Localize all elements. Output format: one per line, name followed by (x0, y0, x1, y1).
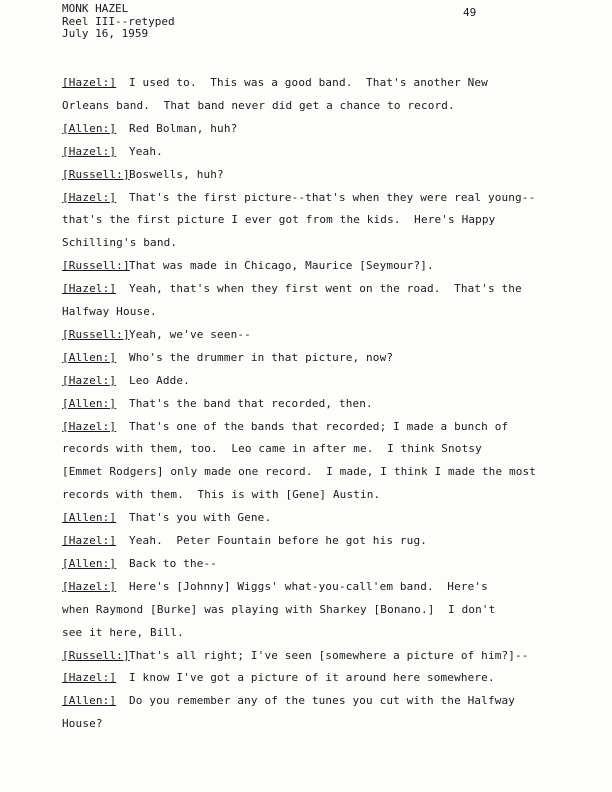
interviewee-name: MONK HAZEL (62, 2, 129, 15)
speaker-label: [Hazel:] (62, 144, 117, 158)
utterance-text: Yeah, we've seen-- (129, 327, 251, 341)
speaker-label: [Russell:] (62, 167, 130, 181)
utterance-continuation: Schilling's band. (62, 236, 178, 250)
utterance-continuation: Orleans band. That band never did get a chance to record. (62, 98, 455, 112)
utterance-continuation: [Emmet Rodgers] only made one record. I made, I think I made the most (62, 465, 537, 479)
utterance-text: Yeah. (129, 144, 163, 158)
utterance-text: Leo Adde. (129, 373, 190, 387)
utterance-continuation: when Raymond [Burke] was playing with Sharkey [Bonano.] I don't (62, 602, 496, 616)
utterance-text: That's you with Gene. (129, 511, 272, 525)
speaker-label: [Hazel:] (62, 282, 117, 296)
speaker-label: [Hazel:] (62, 419, 117, 433)
utterance-text: That's all right; I've seen [somewhere a picture of him?]-- (129, 648, 529, 662)
utterance-continuation: House? (62, 717, 103, 731)
speaker-label: [Hazel:] (62, 190, 117, 204)
utterance-continuation: records with them, too. Leo came in after me. I think Snotsy (62, 442, 482, 456)
page-number: 49 (463, 6, 477, 19)
utterance-text: Red Bolman, huh? (129, 121, 238, 135)
speaker-label: [Russell:] (62, 327, 130, 341)
utterance-text: Do you remember any of the tunes you cut with the Halfway (129, 694, 516, 708)
speaker-label: [Allen:] (62, 694, 117, 708)
reel-label: Reel III--retyped (62, 14, 175, 28)
utterance-text: That's one of the bands that recorded; I made a bunch of (129, 419, 509, 433)
utterance-text: Here's [Johnny] Wiggs' what-you-call'em band. Here's (129, 579, 488, 593)
speaker-label: [Allen:] (62, 396, 117, 410)
utterance-text: I used to. This was a good band. That's another New (129, 76, 488, 89)
utterance-continuation: that's the first picture I ever got from the kids. Here's Happy (62, 213, 496, 227)
speaker-label: [Hazel:] (62, 373, 117, 387)
utterance-continuation: see it here, Bill. (62, 625, 184, 639)
utterance-text: That's the band that recorded, then. (129, 396, 373, 410)
utterance-continuation: records with them. This is with [Gene] Austin. (62, 488, 381, 502)
speaker-label: [Russell:] (62, 259, 130, 273)
interview-date: July 16, 1959 (62, 27, 149, 40)
utterance-text: Yeah, that's when they first went on the road. That's the (129, 282, 522, 296)
speaker-label: [Russell:] (62, 648, 130, 662)
speaker-label: [Hazel:] (62, 671, 117, 685)
speaker-label: [Hazel:] (62, 76, 117, 89)
utterance-text: Boswells, huh? (129, 167, 224, 181)
utterance-text: That was made in Chicago, Maurice [Seymour?]. (129, 259, 434, 273)
speaker-label: [Allen:] (62, 511, 117, 525)
utterance-text: Yeah. Peter Fountain before he got his rug. (129, 534, 427, 547)
utterance-text: I know I've got a picture of it around here somewhere. (129, 671, 495, 685)
utterance-text: Back to the-- (129, 556, 218, 570)
speaker-label: [Allen:] (62, 556, 117, 570)
utterance-continuation: Halfway House. (62, 305, 157, 318)
utterance-text: That's the first picture--that's when they were real young-- (129, 190, 536, 204)
speaker-label: [Allen:] (62, 121, 117, 135)
speaker-label: [Allen:] (62, 350, 117, 364)
speaker-label: [Hazel:] (62, 579, 117, 593)
utterance-text: Who's the drummer in that picture, now? (129, 350, 394, 364)
speaker-label: [Hazel:] (62, 534, 117, 547)
